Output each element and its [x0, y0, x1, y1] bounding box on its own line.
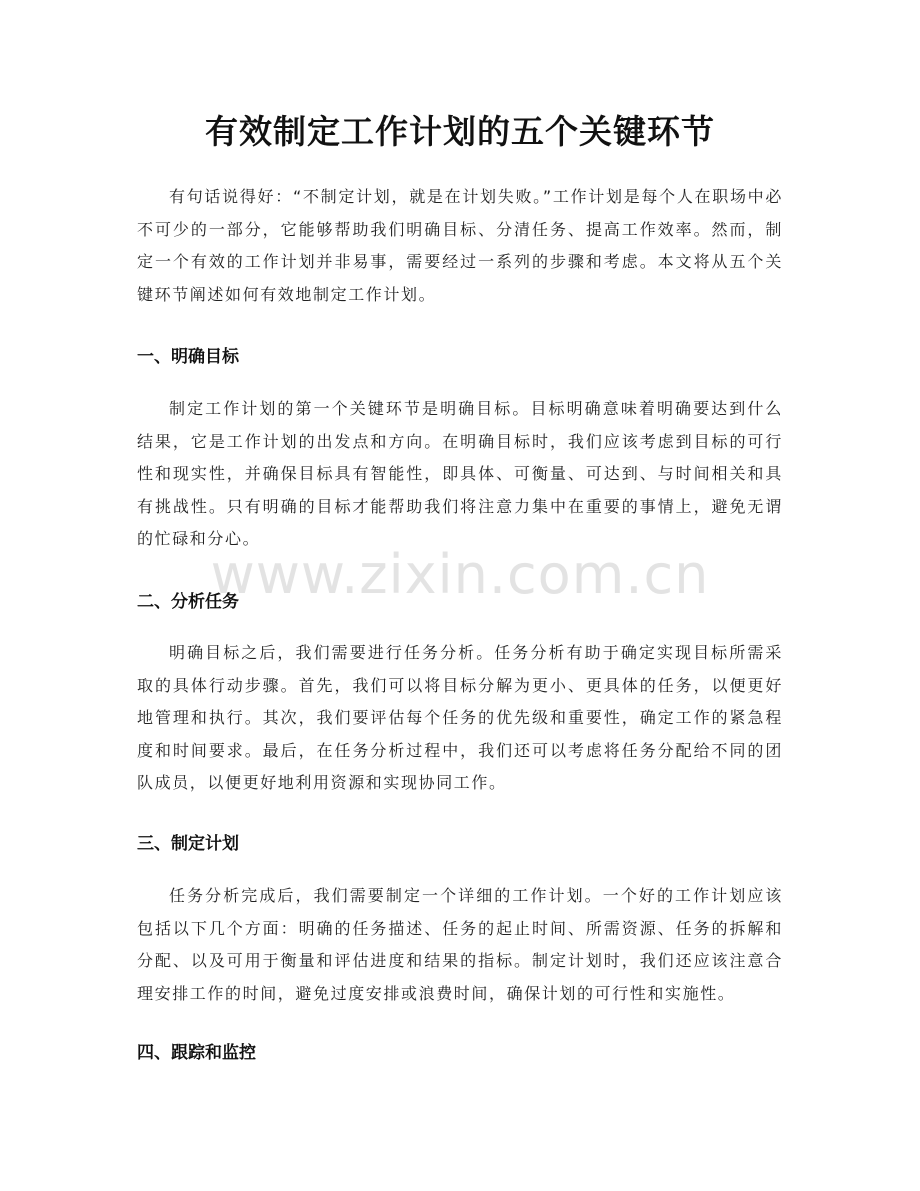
section-heading-1: 一、明确目标: [137, 347, 239, 367]
document-title: 有效制定工作计划的五个关键环节: [205, 112, 715, 151]
section-paragraph-2: 明确目标之后，我们需要进行任务分析。任务分析有助于确定实现目标所需采取的具体行动步骤。首先，我们可以将目标分解为更小、更具体的任务，以便更好地管理和执行。其次，我们要评估每个任务的优先级和重要性，确定工作的紧急程度和时间要求。最后，在任务分析过程中，我们还可以考虑将任务分配给不同的团队成员，以便更好地利用资源和实现协同工作。: [137, 643, 783, 793]
section-paragraph-3: 任务分析完成后，我们需要制定一个详细的工作计划。一个好的工作计划应该包括以下几个方面：明确的任务描述、任务的起止时间、所需资源、任务的拆解和分配、以及可用于衡量和评估进度和结果的指标。制定计划时，我们还应该注意合理安排工作的时间，避免过度安排或浪费时间，确保计划的可行性和实施性。: [137, 886, 783, 1003]
section-heading-2: 二、分析任务: [137, 592, 239, 612]
intro-paragraph: 有句话说得好：“不制定计划，就是在计划失败。”工作计划是每个人在职场中必不可少的一部分，它能够帮助我们明确目标、分清任务、提高工作效率。然而，制定一个有效的工作计划并非易事，需要经过一系列的步骤和考虑。本文将从五个关键环节阐述如何有效地制定工作计划。: [137, 187, 783, 304]
watermark: www.zixin.com.cn: [210, 543, 710, 606]
section-heading-3: 三、制定计划: [137, 834, 239, 854]
section-paragraph-1: 制定工作计划的第一个关键环节是明确目标。目标明确意味着明确要达到什么结果，它是工作计划的出发点和方向。在明确目标时，我们应该考虑到目标的可行性和现实性，并确保目标具有智能性，即具体、可衡量、可达到、与时间相关和具有挑战性。只有明确的目标才能帮助我们将注意力集中在重要的事情上，避免无谓的忙碌和分心。: [137, 399, 783, 549]
section-heading-4: 四、跟踪和监控: [137, 1043, 256, 1063]
